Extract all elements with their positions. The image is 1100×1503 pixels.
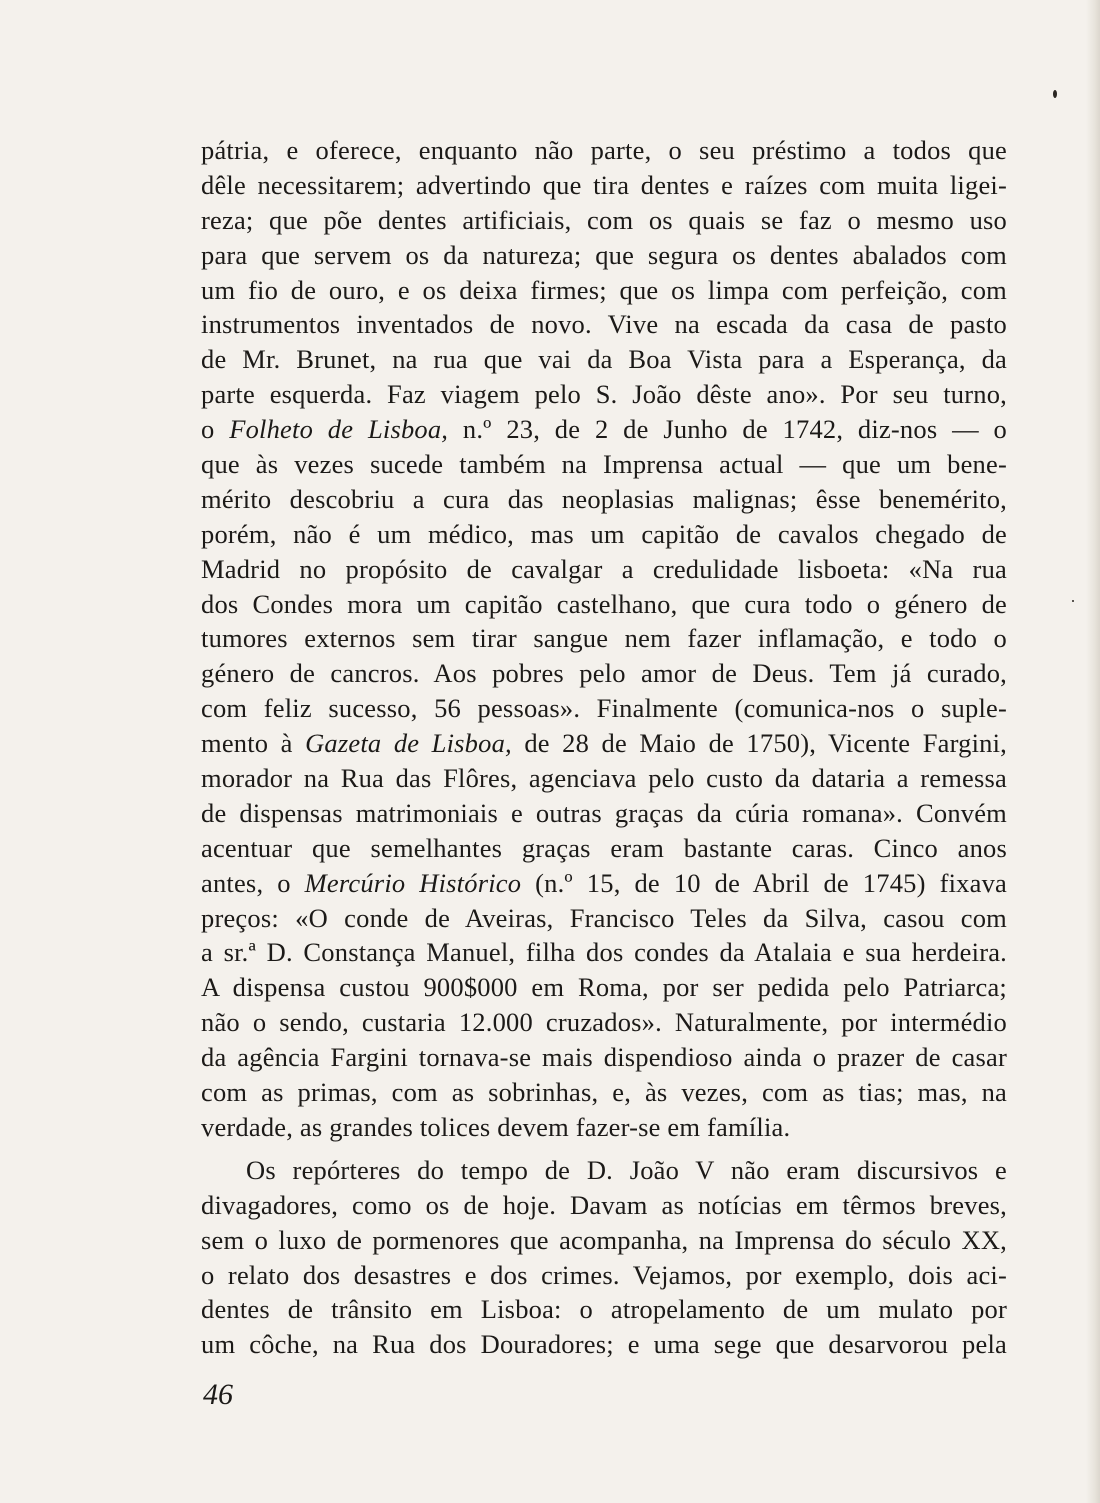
text-segment: tumores externos sem tirar sangue nem fazer inflamação, e todo o (201, 623, 1007, 654)
text-line (201, 1258, 1007, 1293)
text-segment: mento à (201, 728, 306, 759)
italic-title: Gazeta de Lisboa, (305, 728, 512, 759)
text-segment: dêle necessitarem; advertindo que tira dentes e raízes com muita ligei- (201, 169, 1007, 200)
text-line (201, 1040, 1007, 1075)
text-line (201, 761, 1007, 796)
text-line (201, 342, 1007, 377)
text-segment: preços: «O conde de Aveiras, Francisco Teles da Silva, casou com (201, 902, 1007, 933)
text-segment: (n.º 15, de 10 de Abril de 1745) fixava (521, 867, 1007, 898)
italic-title: Mercúrio Histórico (304, 867, 522, 898)
text-line (201, 447, 1007, 482)
page-number: 46 (203, 1378, 233, 1411)
text-segment: instrumentos inventados de novo. Vive na escada da casa de pasto (201, 309, 1007, 340)
text-line (201, 307, 1007, 342)
text-line (201, 1110, 1007, 1145)
text-segment: sem o luxo de pormenores que acompanha, na Imprensa do século XX, (201, 1224, 1007, 1255)
text-segment: de dispensas matrimoniais e outras graças da cúria romana». Convém (201, 797, 1007, 828)
text-line (201, 796, 1007, 831)
text-segment: antes, o (201, 867, 305, 898)
text-line (201, 1188, 1007, 1223)
text-line (201, 133, 1007, 168)
text-segment: para que servem os da natureza; que segura os dentes abalados com (201, 239, 1007, 270)
text-segment: o (201, 414, 230, 445)
text-segment: dentes de trânsito em Lisboa: o atropelamento de um mulato por (201, 1294, 1007, 1325)
text-line (201, 412, 1007, 447)
text-segment: não o sendo, custaria 12.000 cruzados». Naturalmente, por intermédio (201, 1007, 1007, 1038)
text-segment: de Mr. Brunet, na rua que vai da Boa Vista para a Esperança, da (201, 344, 1007, 375)
text-segment: porém, não é um médico, mas um capitão de cavalos chegado de (201, 518, 1007, 549)
ink-speck (1053, 90, 1057, 98)
text-line (201, 1223, 1007, 1258)
text-segment: género de cancros. Aos pobres pelo amor de Deus. Tem já curado, (201, 658, 1007, 689)
text-segment: a sr.ª D. Constança Manuel, filha dos condes da Atalaia e sua herdeira. (201, 937, 1007, 968)
text-segment: parte esquerda. Faz viagem pelo S. João dêste ano». Por seu turno, (201, 379, 1007, 410)
text-segment: verdade, as grandes tolices devem fazer-se em família. (201, 1111, 791, 1142)
text-line (201, 935, 1007, 970)
text-line (201, 656, 1007, 691)
text-line (201, 621, 1007, 656)
text-line (201, 587, 1007, 622)
text-segment: da agência Fargini tornava-se mais dispendioso ainda o prazer de casar (201, 1042, 1007, 1073)
text-line (201, 168, 1007, 203)
text-line (201, 552, 1007, 587)
text-line (201, 1292, 1007, 1327)
text-line (201, 691, 1007, 726)
text-segment: dos Condes mora um capitão castelhano, que cura todo o género de (201, 588, 1007, 619)
text-line (201, 1075, 1007, 1110)
text-segment: pátria, e oferece, enquanto não parte, o seu préstimo a todos que (201, 135, 1007, 165)
text-line (201, 1005, 1007, 1040)
page-edge (1086, 0, 1100, 1503)
text-segment: um fio de ouro, e os deixa firmes; que os limpa com perfeição, com (201, 274, 1007, 305)
text-segment: mérito descobriu a cura das neoplasias malignas; êsse benemérito, (201, 483, 1007, 514)
text-line (201, 831, 1007, 866)
text-line (201, 901, 1007, 936)
text-line (201, 377, 1007, 412)
text-segment: reza; que põe dentes artificiais, com os quais se faz o mesmo uso (201, 204, 1007, 235)
text-segment: com feliz sucesso, 56 pessoas». Finalmente (comunica-nos o suple- (201, 693, 1007, 724)
text-line (201, 203, 1007, 238)
text-segment: de 28 de Maio de 1750), Vicente Fargini, (511, 728, 1007, 759)
text-line (201, 1327, 1007, 1362)
text-segment: com as primas, com as sobrinhas, e, às vezes, com as tias; mas, na (201, 1077, 1007, 1108)
body-text (201, 133, 1007, 1362)
text-line (201, 273, 1007, 308)
text-segment: A dispensa custou 900$000 em Roma, por ser pedida pelo Patriarca; (201, 972, 1007, 1003)
text-segment: Os repórteres do tempo de D. João V não eram discursivos e (246, 1154, 1007, 1185)
ink-speck (1072, 600, 1074, 602)
text-line (201, 238, 1007, 273)
text-segment: divagadores, como os de hoje. Davam as notícias em têrmos breves, (201, 1189, 1007, 1220)
text-line (201, 726, 1007, 761)
text-segment: acentuar que semelhantes graças eram bastante caras. Cinco anos (201, 832, 1007, 863)
text-line (201, 482, 1007, 517)
text-segment: n.º 23, de 2 de Junho de 1742, diz-nos — o (448, 414, 1007, 445)
text-line (201, 517, 1007, 552)
text-segment: o relato dos desastres e dos crimes. Vejamos, por exemplo, dois aci- (201, 1259, 1007, 1290)
text-line (201, 1153, 1007, 1188)
text-line (201, 866, 1007, 901)
text-segment: que às vezes sucede também na Imprensa actual — que um bene- (201, 449, 1007, 480)
text-segment: morador na Rua das Flôres, agenciava pelo custo da dataria a remessa (201, 763, 1007, 794)
text-line (201, 970, 1007, 1005)
text-segment: Madrid no propósito de cavalgar a credulidade lisboeta: «Na rua (201, 553, 1007, 584)
text-segment: um côche, na Rua dos Douradores; e uma sege que desarvorou pela (201, 1329, 1007, 1360)
italic-title: Folheto de Lisboa, (229, 414, 449, 445)
